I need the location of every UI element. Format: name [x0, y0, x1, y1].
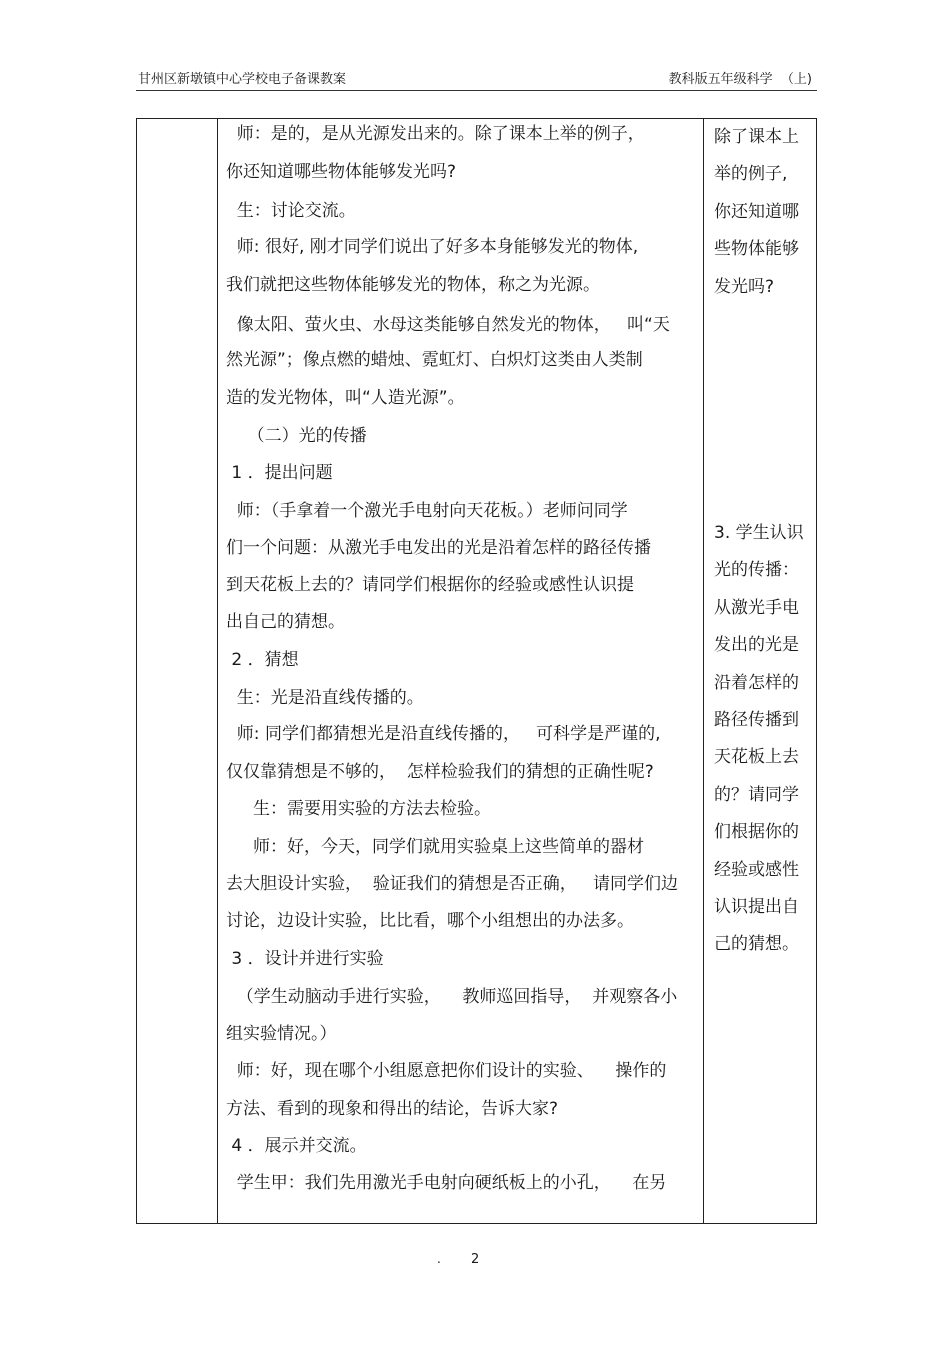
note-line: 你还知道哪 [714, 201, 799, 222]
content-line: 生：讨论交流。 [226, 201, 356, 221]
note-line: 们根据你的 [714, 822, 799, 843]
page-number: 2 [471, 1252, 480, 1267]
content-line: 师：好，今天，同学们就用实验桌上这些简单的器材 [226, 837, 645, 857]
note-line: 3. 学生认识 [714, 523, 804, 543]
header-divider [136, 90, 817, 91]
note-line: 些物体能够 [714, 239, 799, 260]
content-line: 师：是的，是从光源发出来的。除了课本上举的例子， [226, 124, 645, 144]
content-line: （学生动脑动手进行实验， 教师巡回指导， 并观察各小 [226, 987, 678, 1007]
content-line: 像太阳、萤火虫、水母这类能够自然发光的物体， 叫“天 [226, 315, 670, 335]
content-line: 仅仅靠猜想是不够的， 怎样检验我们的猜想的正确性呢? [226, 762, 654, 782]
content-line: 师：（手拿着一个激光手电射向天花板。）老师问同学 [226, 501, 628, 521]
note-line: 光的传播： [714, 560, 799, 581]
content-line: 然光源”；像点燃的蜡烛、霓虹灯、白炽灯这类由人类制 [226, 350, 643, 370]
content-line: 组实验情况。） [226, 1024, 337, 1044]
header-course-title: 教科版五年级科学 （上) [668, 72, 812, 87]
content-line: 师: 同学们都猜想光是沿直线传播的， 可科学是严谨的, [226, 724, 661, 744]
content-line: 师: 很好, 刚才同学们说出了好多本身能够发光的物体, [226, 237, 639, 257]
step-heading: 2 ．猜想 [226, 650, 299, 670]
content-line: 生：光是沿直线传播的。 [226, 688, 424, 708]
column-divider-left [217, 119, 218, 1223]
content-line: 学生甲：我们先用激光手电射向硬纸板上的小孔， 在另 [226, 1173, 667, 1193]
content-line: 师：好，现在哪个小组愿意把你们设计的实验、 操作的 [226, 1061, 667, 1081]
note-line: 发出的光是 [714, 635, 799, 656]
content-line: 我们就把这些物体能够发光的物体，称之为光源。 [226, 275, 600, 295]
note-line: 天花板上去 [714, 747, 799, 768]
note-line: 从激光手电 [714, 597, 799, 618]
content-line: 们一个问题：从激光手电发出的光是沿着怎样的路径传播 [226, 538, 651, 558]
content-line: 讨论，边设计实验，比比看，哪个小组想出的办法多。 [226, 911, 634, 931]
content-line: 造的发光物体，叫“人造光源”。 [226, 388, 465, 408]
step-heading: 1 ．提出问题 [226, 463, 333, 483]
section-heading: （二）光的传播 [226, 426, 367, 446]
note-line: 路径传播到 [714, 710, 799, 731]
note-line: 沿着怎样的 [714, 672, 799, 693]
header-school-title: 甘州区新墩镇中心学校电子备课教案 [138, 72, 347, 87]
note-line: 举的例子, [714, 164, 788, 185]
note-line: 己的猜想。 [714, 934, 799, 955]
note-line: 的？请同学 [714, 784, 799, 805]
footer-dot: . [437, 1252, 441, 1266]
margin-note-light-propagation [714, 515, 814, 964]
note-line: 发光吗? [714, 276, 775, 297]
content-line: 生：需要用实验的方法去检验。 [226, 799, 492, 819]
content-line: 方法、看到的现象和得出的结论，告诉大家? [226, 1099, 559, 1119]
lesson-table [136, 118, 817, 1224]
note-line: 除了课本上 [714, 127, 799, 147]
step-heading: 4 ．展示并交流。 [226, 1136, 367, 1156]
content-line: 去大胆设计实验， 验证我们的猜想是否正确， 请同学们边 [226, 874, 679, 894]
content-line: 出自己的猜想。 [226, 612, 345, 632]
note-line: 认识提出自 [714, 897, 799, 918]
note-line: 经验或感性 [714, 859, 799, 880]
column-divider-right [703, 119, 704, 1223]
content-line: 你还知道哪些物体能够发光吗? [226, 162, 457, 182]
margin-note-question [714, 119, 814, 306]
content-line: 到天花板上去的？请同学们根据你的经验或感性认识提 [226, 575, 634, 595]
step-heading: 3 ．设计并进行实验 [226, 949, 384, 969]
